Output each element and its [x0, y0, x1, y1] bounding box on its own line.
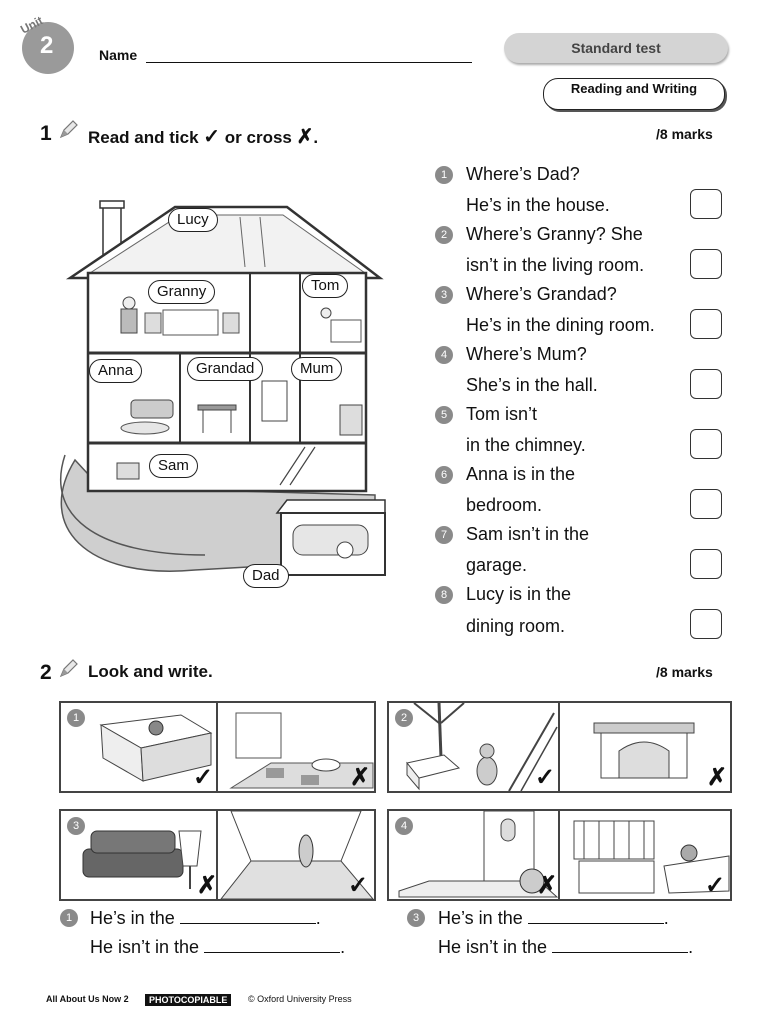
section2-instruction: Look and write. [88, 662, 213, 681]
picture-panel-2 [387, 701, 732, 793]
answer-prompt: He’s in the [90, 908, 175, 928]
garden-fireplace-scene [389, 703, 730, 791]
question-line: dining room. [466, 616, 566, 636]
question-number: 3 [435, 286, 453, 304]
name-label: Name [99, 47, 138, 63]
question-line: garage. [466, 555, 528, 575]
panel-number: 4 [395, 817, 413, 835]
instruction-text-a: Read and tick [88, 128, 199, 147]
instruction-text-b: or cross [224, 128, 292, 147]
answer-number: 3 [407, 909, 425, 927]
cross-icon: ✗ [350, 764, 371, 791]
question-line: Where’s Dad? [466, 164, 580, 184]
section2-number: 2 [40, 661, 52, 684]
label-granny: Granny [148, 280, 215, 304]
cross-icon: ✗ [707, 764, 728, 791]
answer-checkbox-4[interactable] [690, 369, 722, 399]
answer-prompt: He’s in the [438, 908, 523, 928]
name-field[interactable] [146, 62, 472, 63]
answer-end: . [688, 937, 694, 957]
living-room-attic-scene [61, 811, 374, 899]
question-number: 1 [435, 166, 453, 184]
pencil-icon [58, 657, 80, 679]
question-line: He’s in the house. [466, 195, 610, 215]
picture-panel-1 [59, 701, 376, 793]
label-mum: Mum [291, 357, 342, 381]
answer-prompt: He isn’t in the [438, 937, 548, 957]
label-grandad: Grandad [187, 357, 263, 381]
answer-checkbox-8[interactable] [690, 609, 722, 639]
answer-end: . [340, 937, 346, 957]
tick-icon: ✓ [193, 764, 214, 791]
question-number: 5 [435, 406, 453, 424]
question-line: Where’s Granny? She [466, 224, 643, 244]
question-number: 4 [435, 346, 453, 364]
answer-line [438, 936, 693, 958]
answer-blank-3b[interactable] [552, 936, 688, 953]
question-line: bedroom. [466, 495, 543, 515]
picture-panel-3 [59, 809, 376, 901]
cross-icon: ✗ [296, 126, 314, 148]
question-line: Lucy is in the [466, 584, 572, 604]
answer-number: 1 [60, 909, 78, 927]
section1-marks: /8 marks [656, 126, 713, 142]
answer-end: . [315, 908, 321, 928]
label-dad: Dad [243, 564, 289, 588]
label-lucy: Lucy [168, 208, 218, 232]
footer-publisher: © Oxford University Press [248, 994, 352, 1004]
question-line: Where’s Mum? [466, 344, 587, 364]
question-number: 7 [435, 526, 453, 544]
question-number: 6 [435, 466, 453, 484]
test-type-badge: Standard test [504, 33, 728, 63]
question-line: She’s in the hall. [466, 375, 598, 395]
answer-checkbox-5[interactable] [690, 429, 722, 459]
cross-icon: ✗ [537, 872, 558, 899]
label-anna: Anna [89, 359, 142, 383]
answer-line [90, 936, 345, 958]
answer-checkbox-6[interactable] [690, 489, 722, 519]
section1-number: 1 [40, 122, 52, 145]
panel-number: 1 [67, 709, 85, 727]
panel-number: 3 [67, 817, 85, 835]
picture-panel-4 [387, 809, 732, 901]
question-line: Sam isn’t in the [466, 524, 590, 544]
photocopiable-badge: PHOTOCOPIABLE [145, 994, 231, 1006]
answer-line [90, 907, 321, 929]
label-tom: Tom [302, 274, 348, 298]
tick-icon: ✓ [348, 872, 369, 899]
unit-number: 2 [40, 32, 54, 59]
answer-checkbox-1[interactable] [690, 189, 722, 219]
answer-checkbox-2[interactable] [690, 249, 722, 279]
question-line: Anna is in the [466, 464, 576, 484]
pencil-icon [58, 118, 80, 140]
cross-icon: ✗ [197, 872, 218, 899]
question-number: 2 [435, 226, 453, 244]
answer-end: . [663, 908, 669, 928]
question-line: isn’t in the living room. [466, 255, 645, 275]
footer-book: All About Us Now 2 [46, 994, 129, 1004]
section2-marks: /8 marks [656, 664, 713, 680]
hall-bedroom-scene [389, 811, 730, 899]
answer-line [438, 907, 669, 929]
unit-word: Unit [18, 13, 46, 37]
answer-checkbox-7[interactable] [690, 549, 722, 579]
tick-icon: ✓ [535, 764, 556, 791]
panel-number: 2 [395, 709, 413, 727]
question-line: Where’s Grandad? [466, 284, 617, 304]
tick-icon: ✓ [705, 872, 726, 899]
instruction-text-c: . [313, 128, 319, 147]
question-line: Tom isn’t [466, 404, 538, 424]
skill-badge: Reading and Writing [543, 78, 725, 110]
answer-prompt: He isn’t in the [90, 937, 200, 957]
tick-icon: ✓ [203, 126, 221, 148]
answer-blank-1b[interactable] [204, 936, 340, 953]
section1-instruction [88, 124, 318, 149]
house-illustration [55, 195, 395, 605]
answer-blank-1a[interactable] [180, 907, 316, 924]
bathroom-scene [61, 703, 374, 791]
label-sam: Sam [149, 454, 198, 478]
question-number: 8 [435, 586, 453, 604]
answer-checkbox-3[interactable] [690, 309, 722, 339]
answer-blank-3a[interactable] [528, 907, 664, 924]
question-line: He’s in the dining room. [466, 315, 655, 335]
question-line: in the chimney. [466, 435, 586, 455]
